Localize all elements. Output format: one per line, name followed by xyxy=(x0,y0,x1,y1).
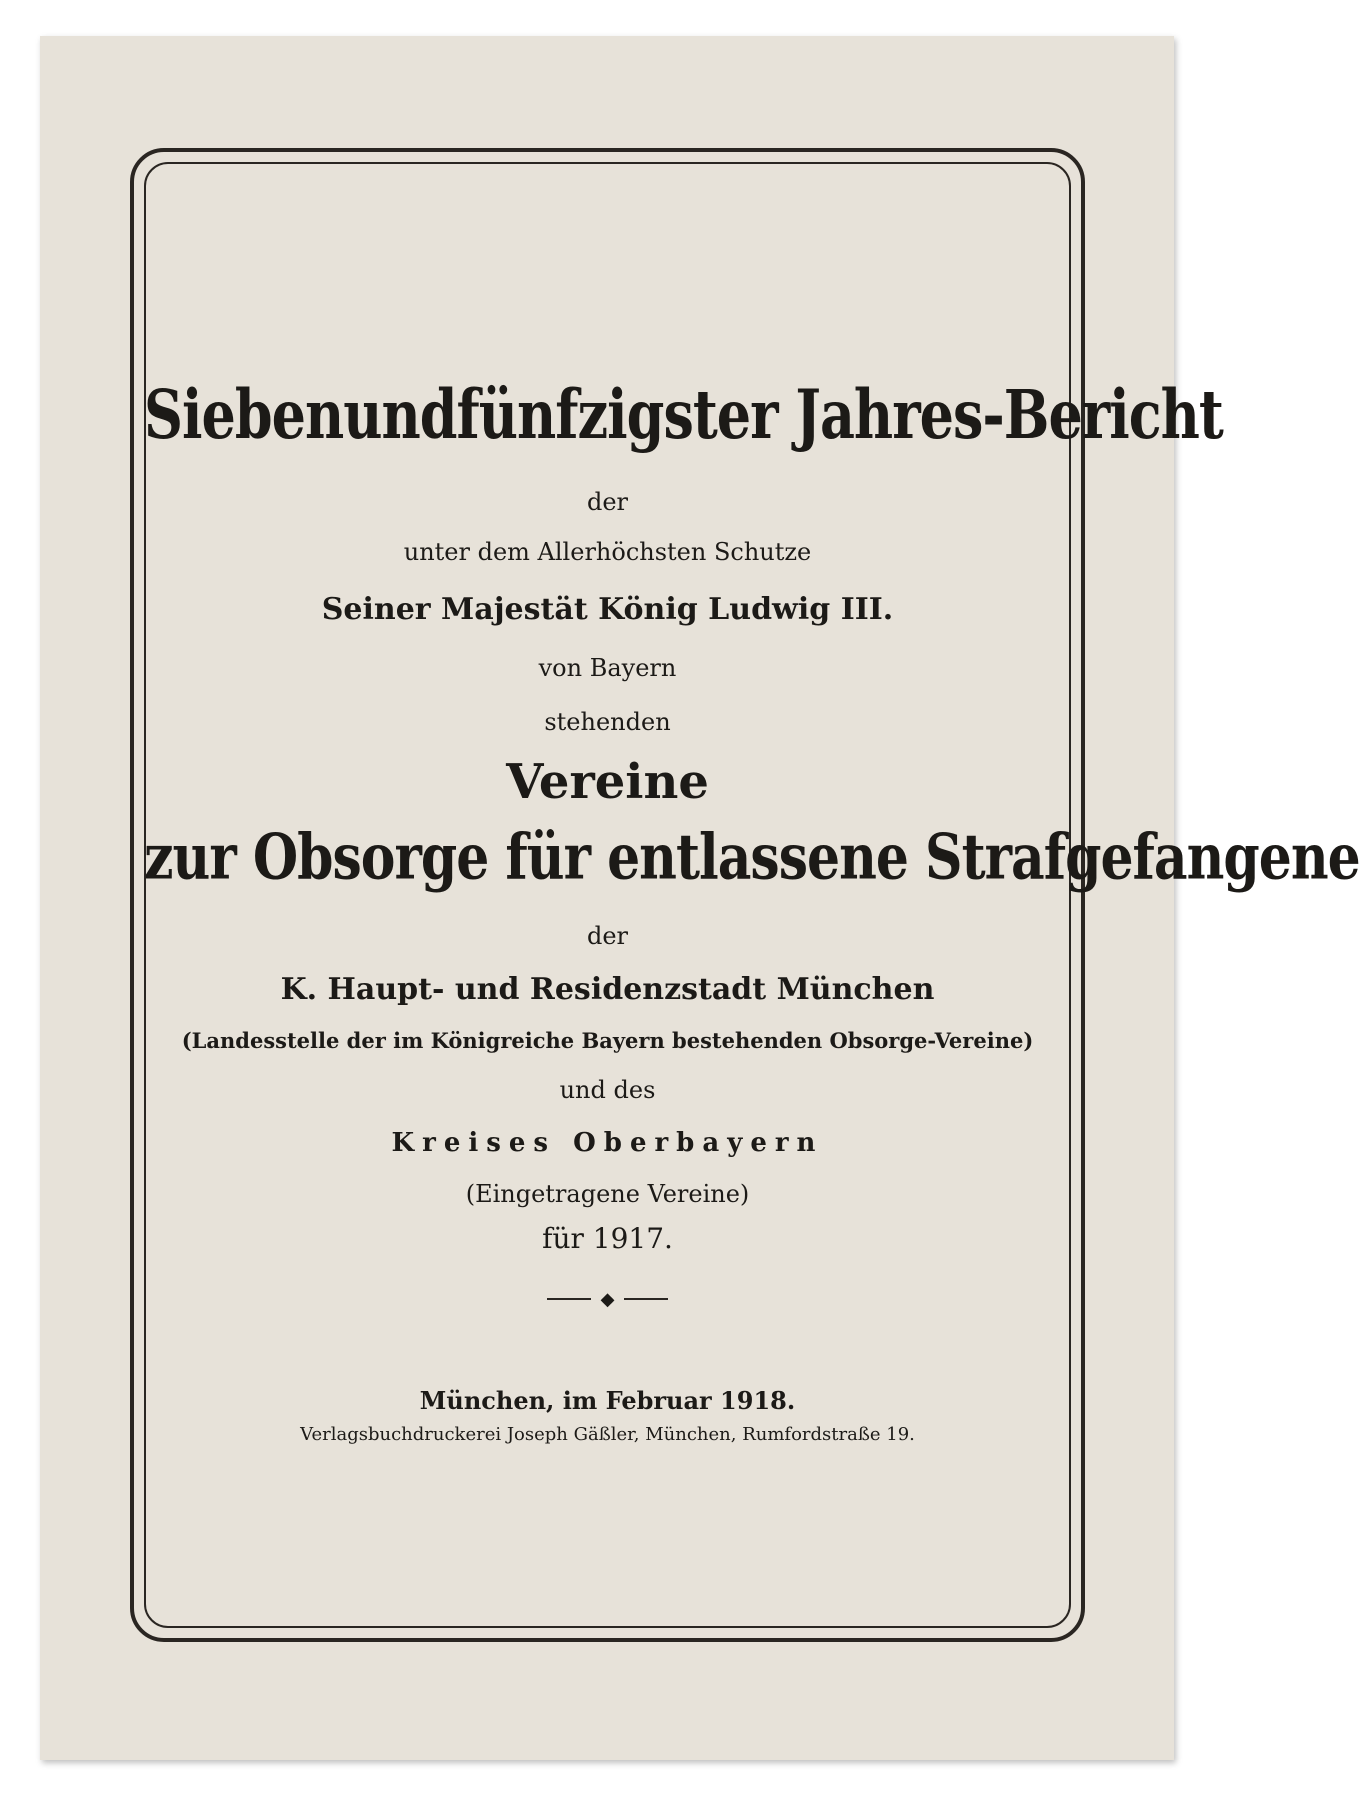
imprint-printer: Verlagsbuchdruckerei Joseph Gäßler, München, Rumfordstraße 19. xyxy=(300,1424,915,1445)
text-und-des: und des xyxy=(559,1076,656,1104)
document-page xyxy=(40,36,1360,1760)
text-muenchen: K. Haupt- und Residenzstadt München xyxy=(280,972,935,1007)
text-der-1: der xyxy=(586,488,629,516)
text-der-2: der xyxy=(586,922,629,950)
imprint-place-date: München, im Februar 1918. xyxy=(419,1386,796,1415)
ornament-diamond-icon: ◆ xyxy=(600,1288,615,1310)
text-bayern: von Bayern xyxy=(538,654,677,682)
text-kreises: Kreises Oberbayern xyxy=(391,1128,824,1158)
text-stehenden: stehenden xyxy=(544,708,671,736)
text-landesstelle: (Landesstelle der im Königreiche Bayern bestehenden Obsorge-Vereine) xyxy=(181,1028,1034,1053)
text-fuer-jahr: für 1917. xyxy=(542,1222,673,1255)
text-obsorge: zur Obsorge für entlassene Strafgefangene xyxy=(144,820,1360,895)
ornament-line-left xyxy=(547,1298,591,1300)
ornament-line-right xyxy=(624,1298,668,1300)
text-schutze: unter dem Allerhöchsten Schutze xyxy=(403,538,812,566)
text-eingetragene: (Eingetragene Vereine) xyxy=(465,1180,750,1208)
text-vereine: Vereine xyxy=(506,754,709,810)
divider-ornament xyxy=(144,1288,1071,1310)
text-majestaet: Seiner Majestät König Ludwig III. xyxy=(321,592,894,627)
cover-title: Siebenundfünfzigster Jahres-Bericht xyxy=(144,374,1223,454)
cover-content xyxy=(144,162,1360,1628)
